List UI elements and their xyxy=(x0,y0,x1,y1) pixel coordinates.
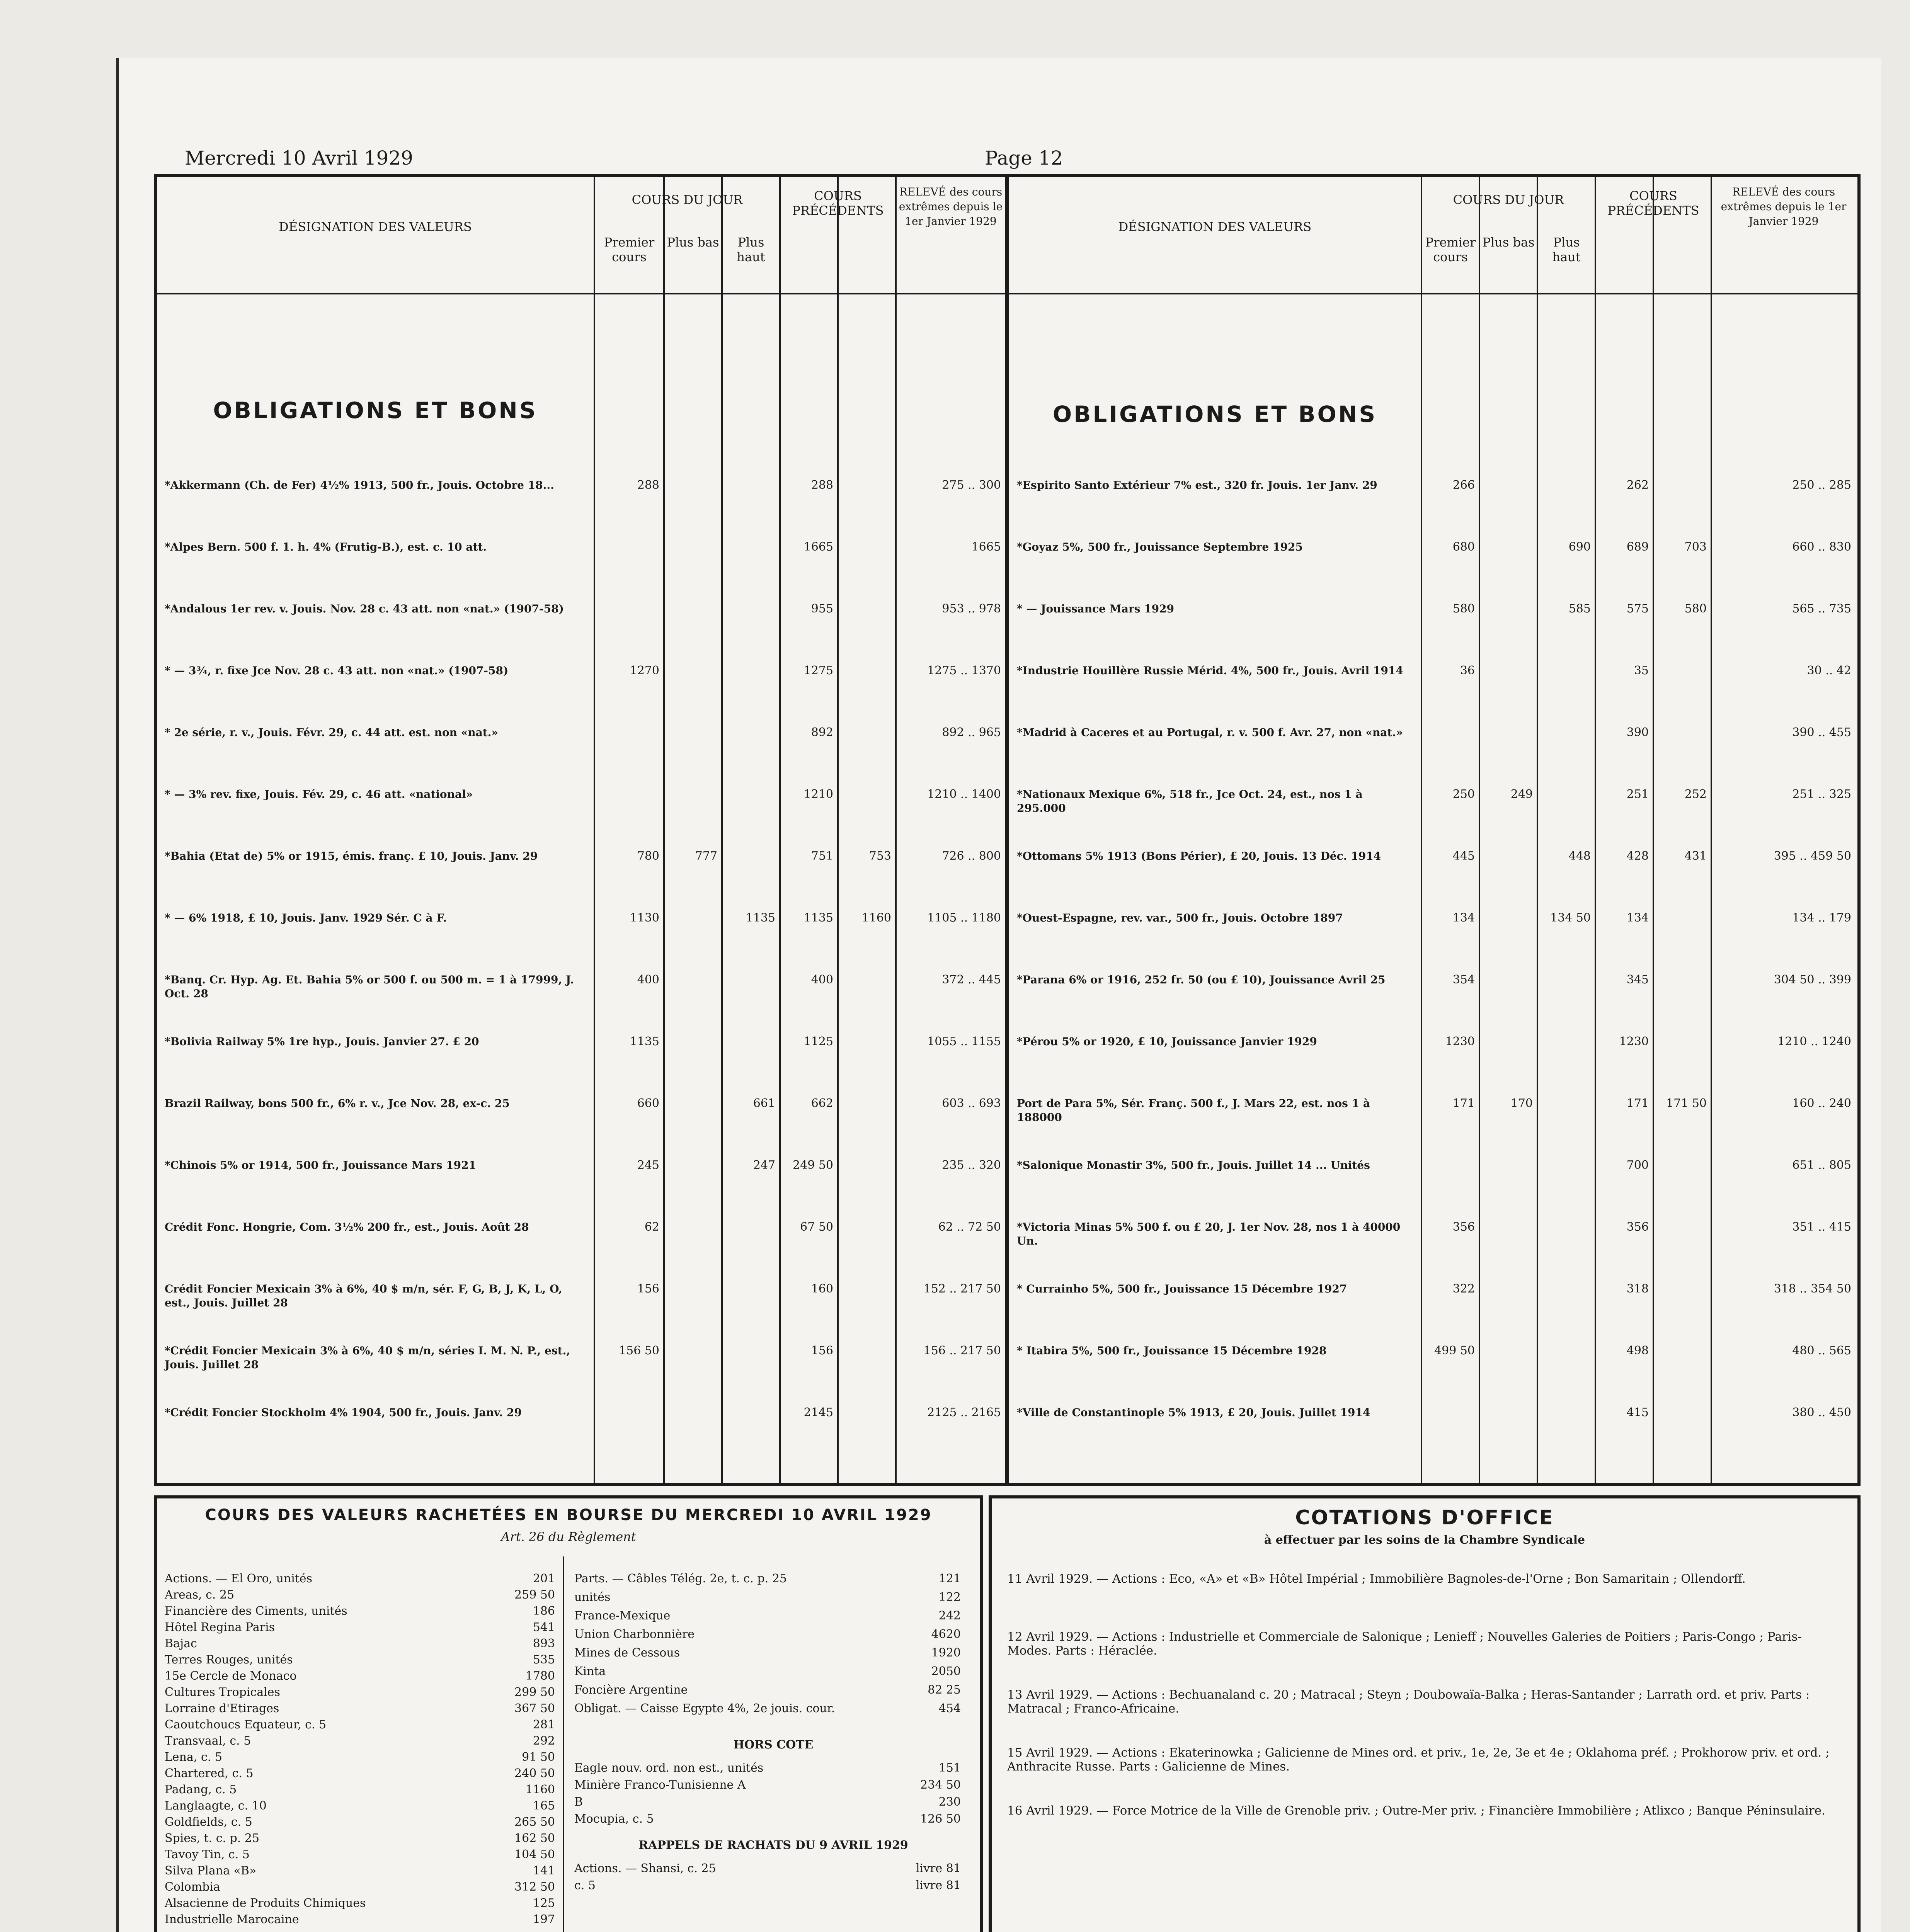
rachetee-name: Silva Plana «B» xyxy=(165,1864,257,1878)
row-value: 152 .. 217 50 xyxy=(923,1282,1001,1296)
rachetee-price: 197 xyxy=(533,1913,555,1926)
header-precedents: COURS PRÉCÉDENTS xyxy=(792,189,884,218)
row-value: 356 xyxy=(1452,1220,1475,1234)
row-label: *Nationaux Mexique 6%, 518 fr., Jce Oct. 24, est., nos 1 à 295.000 xyxy=(1017,788,1363,815)
row-value: 892 .. 965 xyxy=(942,726,1001,739)
row-value: 680 xyxy=(1452,540,1475,554)
rachetee-name: Lena, c. 5 xyxy=(165,1750,222,1764)
row-label: * — Jouissance Mars 1929 xyxy=(1017,602,1175,615)
cotation-item: 15 Avril 1929. — Actions : Ekaterinowka ; Galicienne de Mines ord. et priv., 1e, 2e, 3e et 4e ; Oklahoma préf. ; Prokhorow priv. et ord. ; Anthracite Russe. Parts : Galicienne de Mines. xyxy=(1007,1746,1830,1774)
horscote-price: 234 50 xyxy=(920,1778,961,1792)
row-value: 156 xyxy=(811,1344,833,1357)
row-value: 565 .. 735 xyxy=(1792,602,1851,616)
row-value: 1665 xyxy=(803,540,833,554)
rachetee-name: Cultures Tropicales xyxy=(165,1685,280,1699)
row-value: 36 xyxy=(1460,664,1475,677)
rachetee-price: 121 xyxy=(938,1572,961,1585)
row-label: * — 6% 1918, £ 10, Jouis. Janv. 1929 Sér. C à F. xyxy=(165,912,447,924)
rachetee-name: Areas, c. 25 xyxy=(165,1588,235,1602)
rachetee-price: 292 xyxy=(533,1734,555,1748)
row-label: *Ottomans 5% 1913 (Bons Périer), £ 20, Jouis. 13 Déc. 1914 xyxy=(1017,850,1381,862)
rachetee-price: 367 50 xyxy=(514,1702,555,1715)
row-value: 689 xyxy=(1626,540,1649,554)
cotations-subtitle: à effectuer par les soins de la Chambre Syndicale xyxy=(1264,1533,1585,1547)
rachetee-name: Mines de Cessous xyxy=(574,1646,680,1660)
row-value: 1230 xyxy=(1619,1035,1649,1048)
row-value: 266 xyxy=(1452,478,1475,492)
row-value: 171 50 xyxy=(1666,1097,1707,1110)
row-value: 275 .. 300 xyxy=(942,478,1001,492)
rachetee-name: France-Mexique xyxy=(574,1609,671,1622)
row-value: 171 xyxy=(1452,1097,1475,1110)
row-value: 35 xyxy=(1634,664,1649,677)
rachetees-box xyxy=(154,1495,983,1932)
row-value: 390 .. 455 xyxy=(1792,726,1851,739)
rachat-price: livre 81 xyxy=(916,1862,961,1875)
row-label: *Crédit Foncier Stockholm 4% 1904, 500 fr., Jouis. Janv. 29 xyxy=(165,1406,522,1419)
header-premier-right: Premier cours xyxy=(1425,235,1476,264)
row-value: 322 xyxy=(1452,1282,1475,1296)
header-premier: Premier cours xyxy=(604,235,655,264)
row-value: 953 .. 978 xyxy=(942,602,1001,616)
row-value: 1135 xyxy=(803,911,833,925)
rachetee-price: 82 25 xyxy=(928,1683,961,1697)
row-value: 660 xyxy=(637,1097,659,1110)
row-value: 250 .. 285 xyxy=(1792,478,1851,492)
rachetee-name: Caoutchoucs Equateur, c. 5 xyxy=(165,1718,327,1731)
row-label: *Akkermann (Ch. de Fer) 4½% 1913, 500 fr., Jouis. Octobre 18... xyxy=(165,479,554,492)
row-label: *Bahia (Etat de) 5% or 1915, émis. franç. £ 10, Jouis. Janv. 29 xyxy=(165,850,538,862)
rachetee-price: 454 xyxy=(938,1702,961,1715)
horscote-price: 151 xyxy=(938,1761,961,1775)
row-value: 1275 .. 1370 xyxy=(927,664,1001,677)
rachetee-price: 893 xyxy=(533,1637,555,1650)
row-label: *Goyaz 5%, 500 fr., Jouissance Septembre 1925 xyxy=(1017,541,1303,553)
row-value: 2125 .. 2165 xyxy=(927,1406,1001,1419)
row-value: 1130 xyxy=(630,911,659,925)
row-label: * Itabira 5%, 500 fr., Jouissance 15 Décembre 1928 xyxy=(1017,1344,1327,1357)
row-value: 318 .. 354 50 xyxy=(1774,1282,1851,1296)
row-label: *Ouest-Espagne, rev. var., 500 fr., Jouis. Octobre 1897 xyxy=(1017,912,1343,924)
row-value: 62 xyxy=(644,1220,659,1234)
row-value: 351 .. 415 xyxy=(1792,1220,1851,1234)
header-designation: DÉSIGNATION DES VALEURS xyxy=(279,219,472,234)
rachetee-name: Colombia xyxy=(165,1880,220,1894)
header-precedents-right: COURS PRÉCÉDENTS xyxy=(1607,189,1699,218)
row-value: 1055 .. 1155 xyxy=(927,1035,1001,1048)
page-number: Page 12 xyxy=(985,147,1063,169)
row-label: *Madrid à Caceres et au Portugal, r. v. 500 f. Avr. 27, non «nat.» xyxy=(1017,726,1403,739)
row-value: 428 xyxy=(1626,849,1649,863)
row-value: 318 xyxy=(1626,1282,1649,1296)
row-label: *Crédit Foncier Mexicain 3% à 6%, 40 $ m/n, séries I. M. N. P., est., Jouis. Juillet 28 xyxy=(165,1344,570,1371)
row-label: Crédit Fonc. Hongrie, Com. 3½% 200 fr., est., Jouis. Août 28 xyxy=(165,1221,529,1233)
rachetee-name: Tavoy Tin, c. 5 xyxy=(165,1848,250,1861)
row-value: 431 xyxy=(1684,849,1707,863)
row-value: 651 .. 805 xyxy=(1792,1158,1851,1172)
row-value: 160 .. 240 xyxy=(1792,1097,1851,1110)
header-plus-bas-right: Plus bas xyxy=(1482,235,1535,250)
rachetee-price: 162 50 xyxy=(514,1832,555,1845)
row-value: 585 xyxy=(1568,602,1591,616)
rachetee-price: 104 50 xyxy=(514,1848,555,1861)
cotations-box xyxy=(989,1495,1861,1932)
row-value: 1135 xyxy=(630,1035,659,1048)
row-value: 160 xyxy=(811,1282,833,1296)
row-label: Brazil Railway, bons 500 fr., 6% r. v., Jce Nov. 28, ex-c. 25 xyxy=(165,1097,510,1110)
row-value: 249 50 xyxy=(793,1158,833,1172)
rachetee-name: unités xyxy=(574,1590,611,1604)
row-value: 751 xyxy=(811,849,833,863)
row-value: 400 xyxy=(637,973,659,986)
rachetee-name: Goldfields, c. 5 xyxy=(165,1815,252,1829)
rachetee-price: 1160 xyxy=(525,1783,555,1796)
row-value: 30 .. 42 xyxy=(1807,664,1851,677)
rachetee-name: Terres Rouges, unités xyxy=(165,1653,293,1667)
rachat-name: Actions. — Shansi, c. 25 xyxy=(574,1862,716,1875)
row-value: 2145 xyxy=(803,1406,833,1419)
rachetee-name: Chartered, c. 5 xyxy=(165,1767,254,1780)
header-plus-haut: Plus haut xyxy=(737,235,765,264)
row-value: 245 xyxy=(637,1158,659,1172)
rachetee-price: 1920 xyxy=(931,1646,961,1660)
row-value: 304 50 .. 399 xyxy=(1774,973,1851,986)
row-value: 1125 xyxy=(803,1035,833,1048)
row-value: 372 .. 445 xyxy=(942,973,1001,986)
rachats-title: RAPPELS DE RACHATS DU 9 AVRIL 1929 xyxy=(638,1838,908,1852)
rachetee-price: 4620 xyxy=(931,1628,961,1641)
rachetee-name: Hôtel Regina Paris xyxy=(165,1621,275,1634)
rachetee-name: Financière des Ciments, unités xyxy=(165,1604,347,1618)
rachetee-price: 1780 xyxy=(525,1669,555,1683)
row-value: 726 .. 800 xyxy=(942,849,1001,863)
row-value: 262 xyxy=(1626,478,1649,492)
row-value: 156 xyxy=(637,1282,659,1296)
rachetee-price: 240 50 xyxy=(514,1767,555,1780)
row-value: 134 .. 179 xyxy=(1792,911,1851,925)
rachetee-name: Actions. — El Oro, unités xyxy=(165,1572,313,1585)
rachetee-price: 125 xyxy=(533,1896,555,1910)
row-value: 356 xyxy=(1626,1220,1649,1234)
row-label: *Espirito Santo Extérieur 7% est., 320 fr. Jouis. 1er Janv. 29 xyxy=(1017,479,1377,492)
header-plus-bas: Plus bas xyxy=(667,235,719,250)
row-value: 252 xyxy=(1684,787,1707,801)
rachetee-name: 15e Cercle de Monaco xyxy=(165,1669,297,1683)
row-value: 400 xyxy=(811,973,833,986)
row-value: 753 xyxy=(869,849,891,863)
row-value: 415 xyxy=(1626,1406,1649,1419)
row-value: 288 xyxy=(811,478,833,492)
row-label: *Industrie Houillère Russie Mérid. 4%, 500 fr., Jouis. Avril 1914 xyxy=(1017,664,1403,677)
row-value: 690 xyxy=(1568,540,1591,554)
row-label: *Ville de Constantinople 5% 1913, £ 20, Jouis. Juillet 1914 xyxy=(1017,1406,1370,1419)
header-designation-right: DÉSIGNATION DES VALEURS xyxy=(1118,219,1312,234)
row-value: 380 .. 450 xyxy=(1792,1406,1851,1419)
row-value: 1275 xyxy=(803,664,833,677)
main-table xyxy=(154,174,1861,1486)
row-value: 1230 xyxy=(1445,1035,1475,1048)
horscote-name: Minière Franco-Tunisienne A xyxy=(574,1778,746,1792)
row-value: 603 .. 693 xyxy=(942,1097,1001,1110)
row-value: 1105 .. 1180 xyxy=(927,911,1001,925)
rachetee-name: Obligat. — Caisse Egypte 4%, 2e jouis. cour. xyxy=(574,1702,835,1715)
rachetee-price: 312 50 xyxy=(514,1880,555,1894)
rachetee-price: 299 50 xyxy=(514,1685,555,1699)
row-value: 777 xyxy=(695,849,717,863)
row-value: 448 xyxy=(1568,849,1591,863)
row-label: *Banq. Cr. Hyp. Ag. Et. Bahia 5% or 500 f. ou 500 m. = 1 à 17999, J. Oct. 28 xyxy=(165,973,574,1000)
row-value: 171 xyxy=(1626,1097,1649,1110)
rachetees-subtitle: Art. 26 du Règlement xyxy=(501,1529,636,1544)
row-label: *Parana 6% or 1916, 252 fr. 50 (ou £ 10), Jouissance Avril 25 xyxy=(1017,973,1386,986)
newspaper-page xyxy=(116,58,1881,1932)
row-label: *Bolivia Railway 5% 1re hyp., Jouis. Janvier 27. £ 20 xyxy=(165,1035,479,1048)
row-label: *Andalous 1er rev. v. Jouis. Nov. 28 c. 43 att. non «nat.» (1907-58) xyxy=(165,602,564,615)
row-value: 1210 xyxy=(803,787,833,801)
row-value: 700 xyxy=(1626,1158,1649,1172)
row-value: 156 50 xyxy=(619,1344,659,1357)
horscote-name: Mocupia, c. 5 xyxy=(574,1812,654,1826)
rachetee-price: 165 xyxy=(533,1799,555,1813)
row-value: 580 xyxy=(1452,602,1475,616)
row-label: * 2e série, r. v., Jouis. Févr. 29, c. 44 att. est. non «nat.» xyxy=(165,726,498,739)
row-value: 249 xyxy=(1510,787,1533,801)
rachetee-price: 186 xyxy=(533,1604,555,1618)
rachetee-name: Parts. — Câbles Télég. 2e, t. c. p. 25 xyxy=(574,1572,787,1585)
row-value: 62 .. 72 50 xyxy=(938,1220,1001,1234)
row-value: 1665 xyxy=(971,540,1001,554)
row-value: 354 xyxy=(1452,973,1475,986)
row-value: 134 xyxy=(1452,911,1475,925)
rachat-name: c. 5 xyxy=(574,1879,596,1892)
rachetee-name: Foncière Argentine xyxy=(574,1683,688,1697)
row-value: 480 .. 565 xyxy=(1792,1344,1851,1357)
row-label: *Pérou 5% or 1920, £ 10, Jouissance Janvier 1929 xyxy=(1017,1035,1317,1048)
rachetee-name: Spies, t. c. p. 25 xyxy=(165,1832,260,1845)
hors-cote-title: HORS COTE xyxy=(733,1738,814,1752)
row-value: 250 xyxy=(1452,787,1475,801)
rachetee-price: 2050 xyxy=(931,1665,961,1678)
row-label: *Alpes Bern. 500 f. 1. h. 4% (Frutig-B.), est. c. 10 att. xyxy=(165,541,487,553)
row-value: 445 xyxy=(1452,849,1475,863)
row-value: 134 50 xyxy=(1550,911,1591,925)
rachetee-name: Bajac xyxy=(165,1637,197,1650)
row-value: 288 xyxy=(637,478,659,492)
row-label: Port de Para 5%, Sér. Franç. 500 f., J. Mars 22, est. nos 1 à 188000 xyxy=(1017,1097,1370,1124)
row-value: 703 xyxy=(1684,540,1707,554)
rachetee-name: Kinta xyxy=(574,1665,606,1678)
rachetee-price: 91 50 xyxy=(522,1750,555,1764)
header-plus-haut-right: Plus haut xyxy=(1552,235,1581,264)
rachetees-title: COURS DES VALEURS RACHETÉES EN BOURSE DU MERCREDI 10 AVRIL 1929 xyxy=(205,1506,932,1524)
rachetee-name: Langlaagte, c. 10 xyxy=(165,1799,267,1813)
row-label: * — 3% rev. fixe, Jouis. Fév. 29, c. 46 att. «national» xyxy=(165,788,473,801)
horscote-price: 126 50 xyxy=(920,1812,961,1826)
row-value: 780 xyxy=(637,849,659,863)
rachetee-price: 122 xyxy=(938,1590,961,1604)
row-value: 170 xyxy=(1510,1097,1533,1110)
row-value: 247 xyxy=(753,1158,775,1172)
rachetee-name: Union Charbonnière xyxy=(574,1628,695,1641)
rachetee-price: 259 50 xyxy=(514,1588,555,1602)
row-value: 661 xyxy=(753,1097,775,1110)
cotation-item: 16 Avril 1929. — Force Motrice de la Ville de Grenoble priv. ; Outre-Mer priv. ; Financière Immobilière ; Atlixco ; Banque Péninsulaire. xyxy=(1007,1804,1825,1818)
row-value: 1270 xyxy=(630,664,659,677)
horscote-name: B xyxy=(574,1795,583,1809)
rachetee-name: Transvaal, c. 5 xyxy=(165,1734,251,1748)
section-title-left: OBLIGATIONS ET BONS xyxy=(213,397,538,423)
row-value: 1210 .. 1400 xyxy=(927,787,1001,801)
rachetee-name: Padang, c. 5 xyxy=(165,1783,237,1796)
row-label: * Currainho 5%, 500 fr., Jouissance 15 Décembre 1927 xyxy=(1017,1282,1347,1295)
row-value: 580 xyxy=(1684,602,1707,616)
row-value: 955 xyxy=(811,602,833,616)
row-label: *Chinois 5% or 1914, 500 fr., Jouissance Mars 1921 xyxy=(165,1159,477,1172)
row-value: 395 .. 459 50 xyxy=(1774,849,1851,863)
row-value: 575 xyxy=(1626,602,1649,616)
rachetee-price: 141 xyxy=(533,1864,555,1878)
row-value: 134 xyxy=(1626,911,1649,925)
rachetee-price: 535 xyxy=(533,1653,555,1667)
row-value: 390 xyxy=(1626,726,1649,739)
row-value: 156 .. 217 50 xyxy=(923,1344,1001,1357)
row-value: 235 .. 320 xyxy=(942,1158,1001,1172)
row-value: 660 .. 830 xyxy=(1792,540,1851,554)
cotation-item: 12 Avril 1929. — Actions : Industrielle et Commerciale de Salonique ; Lenieff ; Nouvelles Galeries de Poitiers ; Paris-Congo ; Paris-Modes. Parts : Héraclée. xyxy=(1007,1630,1802,1658)
row-value: 1210 .. 1240 xyxy=(1777,1035,1851,1048)
horscote-name: Eagle nouv. ord. non est., unités xyxy=(574,1761,764,1775)
rachetee-name: Industrielle Marocaine xyxy=(165,1913,299,1926)
row-value: 67 50 xyxy=(800,1220,833,1234)
row-label: *Victoria Minas 5% 500 f. ou £ 20, J. 1er Nov. 28, nos 1 à 40000 Un. xyxy=(1017,1221,1401,1247)
rachetee-price: 265 50 xyxy=(514,1815,555,1829)
row-value: 251 xyxy=(1626,787,1649,801)
rachetee-price: 201 xyxy=(533,1572,555,1585)
header-cours-jour-right: COURS DU JOUR xyxy=(1453,192,1564,207)
row-value: 499 50 xyxy=(1434,1344,1475,1357)
rachetee-price: 281 xyxy=(533,1718,555,1731)
header-cours-jour: COURS DU JOUR xyxy=(632,192,743,207)
header-releve: RELEVÉ des cours extrêmes depuis le 1er Janvier 1929 xyxy=(899,185,1003,228)
row-label: * — 3¾, r. fixe Jce Nov. 28 c. 43 att. non «nat.» (1907-58) xyxy=(165,664,509,677)
row-value: 1135 xyxy=(746,911,775,925)
row-value: 1160 xyxy=(861,911,891,925)
page-date: Mercredi 10 Avril 1929 xyxy=(185,147,413,169)
rachetee-name: Alsacienne de Produits Chimiques xyxy=(165,1896,366,1910)
cotation-item: 13 Avril 1929. — Actions : Bechuanaland c. 20 ; Matracal ; Steyn ; Doubowaïa-Balka ; Heras-Santander ; Larrath ord. et priv. Parts : Matracal ; Franco-Africaine. xyxy=(1007,1688,1810,1716)
row-value: 662 xyxy=(811,1097,833,1110)
row-value: 251 .. 325 xyxy=(1792,787,1851,801)
row-value: 345 xyxy=(1626,973,1649,986)
rachetee-price: 242 xyxy=(938,1609,961,1622)
row-value: 892 xyxy=(811,726,833,739)
header-releve-right: RELEVÉ des cours extrêmes depuis le 1er Janvier 1929 xyxy=(1721,185,1847,228)
row-value: 498 xyxy=(1626,1344,1649,1357)
rachat-price: livre 81 xyxy=(916,1879,961,1892)
row-label: *Salonique Monastir 3%, 500 fr., Jouis. Juillet 14 ... Unités xyxy=(1017,1159,1370,1172)
cotations-title: COTATIONS D'OFFICE xyxy=(1295,1506,1554,1529)
rachetee-name: Lorraine d'Etirages xyxy=(165,1702,279,1715)
rachetee-price: 541 xyxy=(533,1621,555,1634)
cotation-item: 11 Avril 1929. — Actions : Eco, «A» et «B» Hôtel Impérial ; Immobilière Bagnoles-de-l'Orne ; Bon Samaritain ; Ollendorff. xyxy=(1007,1572,1746,1586)
horscote-price: 230 xyxy=(938,1795,961,1809)
section-title-right: OBLIGATIONS ET BONS xyxy=(1052,401,1377,427)
row-label: Crédit Foncier Mexicain 3% à 6%, 40 $ m/n, sér. F, G, B, J, K, L, O, est., Jouis. Juillet 28 xyxy=(165,1282,562,1309)
